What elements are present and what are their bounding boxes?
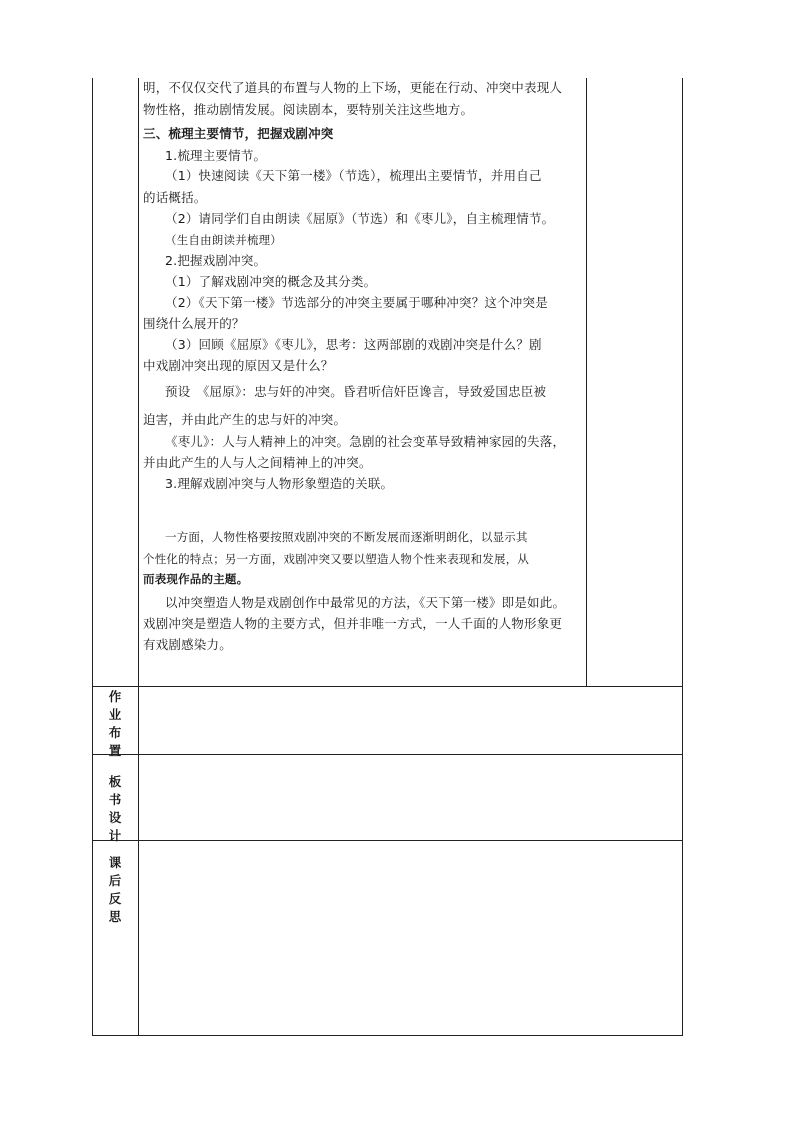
label-char: 课 bbox=[108, 855, 122, 870]
content-line: （3）回顾《屈原》《枣儿》，思考：这两部剧的戏剧冲突是什么？剧 bbox=[165, 337, 542, 352]
section-heading: 三、梳理主要情节，把握戏剧冲突 bbox=[143, 126, 334, 141]
content-line: 的话概括。 bbox=[143, 190, 207, 205]
content-line: 明，不仅仅交代了道具的布置与人物的上下场，更能在行动、冲突中表现人 bbox=[143, 80, 563, 95]
content-line: （2）请同学们自由朗读《屈原》（节选）和《枣儿》，自主梳理情节。 bbox=[165, 211, 555, 226]
content-line: （生自由朗读并梳理） bbox=[165, 233, 282, 247]
content-line: 3.理解戏剧冲突与人物形象塑造的关联。 bbox=[165, 476, 394, 491]
label-char: 业 bbox=[108, 707, 122, 722]
row-divider-1 bbox=[92, 686, 683, 687]
label-char: 书 bbox=[108, 792, 122, 807]
content-line: 《枣儿》：人与人精神上的冲突。急剧的社会变革导致精神家园的失落， bbox=[165, 434, 566, 449]
content-line: 有戏剧感染力。 bbox=[143, 637, 232, 652]
label-char: 反 bbox=[108, 891, 122, 906]
label-char: 设 bbox=[108, 810, 122, 825]
homework-label bbox=[92, 688, 138, 760]
label-char: 置 bbox=[108, 743, 122, 758]
label-char: 后 bbox=[108, 873, 122, 888]
table-bottom-border bbox=[92, 1035, 683, 1036]
content-line: （2）《天下第一楼》节选部分的冲突主要属于哪种冲突？这个冲突是 bbox=[165, 295, 548, 310]
row-divider-3 bbox=[92, 840, 683, 841]
row-divider-2 bbox=[92, 754, 683, 755]
content-line: 而表现作品的主题。 bbox=[143, 572, 249, 586]
content-line: 预设 《屈原》：忠与奸的冲突。昏君听信奸臣谗言，导致爱国忠臣被 bbox=[165, 384, 547, 399]
content-line: 戏剧冲突是塑造人物的主要方式，但并非唯一方式，一人千面的人物形象更 bbox=[143, 616, 563, 631]
label-char: 板 bbox=[108, 774, 122, 789]
label-char: 计 bbox=[108, 828, 122, 843]
label-char: 思 bbox=[108, 909, 122, 924]
content-line: （1）了解戏剧冲突的概念及其分类。 bbox=[165, 274, 377, 289]
inner-col-divider bbox=[586, 78, 587, 686]
content-line: 迫害，并由此产生的忠与奸的冲突。 bbox=[143, 412, 347, 427]
content-line: 并由此产生的人与人之间精神上的冲突。 bbox=[143, 455, 372, 470]
content-line: 个性化的特点；另一方面，戏剧冲突又要以塑造人物个性来表现和发展，从 bbox=[143, 552, 530, 566]
content-line: 以冲突塑造人物是戏剧创作中最常见的方法，《天下第一楼》即是如此。 bbox=[165, 595, 566, 610]
content-line: 围绕什么展开的？ bbox=[143, 316, 245, 331]
label-char: 布 bbox=[108, 725, 122, 740]
content-line: 1.梳理主要情节。 bbox=[165, 148, 267, 163]
content-line: 2.把握戏剧冲突。 bbox=[165, 253, 267, 268]
content-line: 中戏剧冲突出现的原因又是什么？ bbox=[143, 358, 334, 373]
table-right-border bbox=[682, 78, 683, 1036]
content-line: 物性格，推动剧情发展。阅读剧本，要特别关注这些地方。 bbox=[143, 102, 474, 117]
board-design-label bbox=[92, 773, 138, 845]
label-char: 作 bbox=[108, 689, 122, 704]
reflection-label bbox=[92, 854, 138, 926]
content-line: 一方面，人物性格要按照戏剧冲突的不断发展而逐渐明朗化，以显示其 bbox=[165, 530, 528, 544]
content-line: （1）快速阅读《天下第一楼》（节选），梳理出主要情节，并用自己 bbox=[165, 168, 542, 183]
table-col-divider bbox=[138, 78, 139, 1036]
